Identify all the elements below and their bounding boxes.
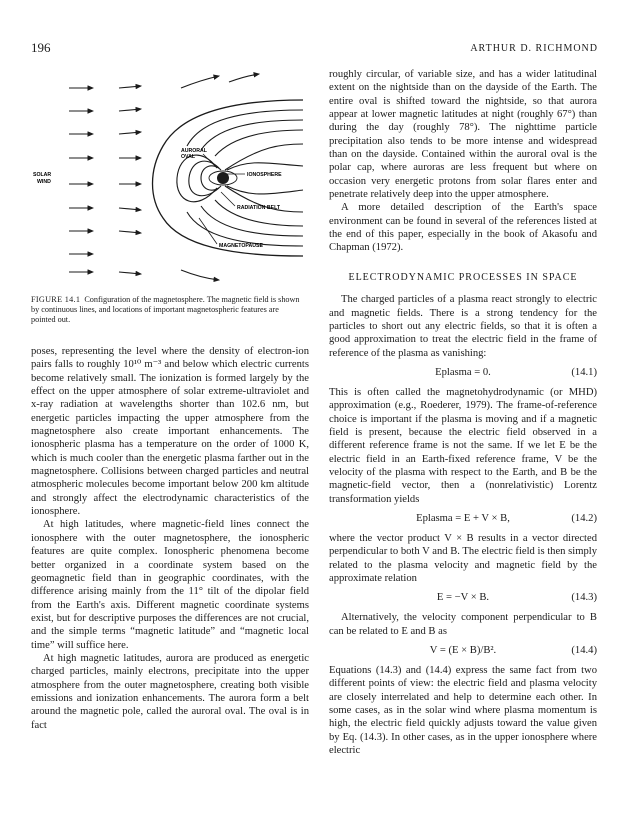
solar-wind-arrow [119,208,141,210]
section-heading: ELECTRODYNAMIC PROCESSES IN SPACE [348,271,578,283]
paragraph: Equations (14.3) and (14.4) express the same fact from two different points of view: the electric field and plasma velocity are closely interrelated and help to determine each other. In some cases, as in the solar wind where plasma momentum is high, the electric field quickly adjusts toward the value given by Eq. (14.3). In other cases, as in the upper ionosphere where electric [329,665,597,757]
equation-number: (14.3) [571,592,597,604]
solar-wind-arrow [119,109,141,111]
equation-body: Eplasma = 0. [435,366,491,378]
paragraph: The charged particles of a plasma react strongly to electric and magnetic fields. There is a strong tendency for the particles to short out any electric fields, so that it is often a good approximation to treat the electric field in the frame of reference of the plasma as vanishing: [329,294,597,359]
solar-wind-arrow [119,231,141,233]
equation-number: (14.2) [571,512,597,524]
paragraph: At high latitudes, where magnetic-field lines connect the ionosphere with the outer magnetosphere, the ionospheric features are quite complex. Ionospheric phenomena become better organized in a coordinate system based on the geomagnetic field than in geographic coordinates, with the difference arising mainly from the 11° tilt of the dipolar field from the Earth's axis. Different magnetic coordinate systems exist, but for descriptive purposes the differences are not crucial, and the simple terms “magnetic latitude” and “magnetic local time” will suffice here. [31,519,309,651]
paragraph: Alternatively, the velocity component perpendicular to B can be related to E and B as [329,612,597,637]
left-column [31,345,309,732]
equation-14-4 [329,644,597,658]
equation-number: (14.4) [571,645,597,657]
caption-text: Configuration of the magnetosphere. The magnetic field is shown by continuous lines, and locations of important magnetospheric features are pointed out. [31,295,300,325]
label-ionosphere: IONOSPHERE [247,172,282,178]
running-head-author: ARTHUR D. RICHMOND [470,43,598,54]
label-oval: OVAL [181,154,196,160]
equation-14-3 [329,591,597,605]
caption-label: FIGURE 14.1 [31,295,81,304]
paragraph: At high magnetic latitudes, aurora are produced as energetic charged particles, mainly electrons, precipitate into the upper atmosphere from the outer magnetosphere, creating both visible emissions and ionization enhancements. The aurora form a belt around the magnetic pole, called the auroral oval. The oval is in fact [31,652,309,731]
solar-wind-arrow [229,74,259,82]
magnetosphere-diagram [31,66,309,286]
label-radiation-belt: RADIATION BELT [237,205,281,211]
field-line [227,163,303,170]
figure-magnetosphere [31,66,309,291]
label-magnetopause: MAGNETOPAUSE [219,243,263,249]
right-column [329,68,597,757]
solar-wind-arrow [119,272,141,274]
paragraph: roughly circular, of variable size, and has a wider latitudinal extent on the nightside than on the dayside of the Earth. The entire oval is shifted toward the nightside, so that aurora appear at lower magnetic latitudes at night (roughly 67°) than during the day (roughly 78°). The nighttime particle precipitation also tends to be more intense and widespread than on the dayside. Contained within the auroral oval is the polar cap, where auroras are less frequent but where on occasion very energetic protons from solar flares enter and penetrate relatively deep into the upper atmosphere. [329,69,597,201]
equation-body: E = −V × B. [436,592,490,604]
solar-wind-arrow [119,86,141,88]
paragraph: This is often called the magnetohydrodynamic (or MHD) approximation (e.g., Roederer, 1979). The frame-of-reference choice is important if the plasma is moving and if a magnetic field is present, because the electric field observed in a different reference frame is not the same. If we let E be the electric field in an Earth-fixed reference frame, V be the velocity of the plasma with respect to the Earth, and B be the magnetic-field vector, then a (nonrelativistic) Lorentz transformation yields [329,386,597,505]
paragraph: A more detailed description of the Earth's space environment can be found in several of the references listed at the end of this paper, especially in the book of Akasofu and Chapman (1972). [329,202,597,254]
label-solar: SOLAR [33,172,52,178]
field-line [227,186,303,194]
label-wind: WIND [37,179,51,185]
solar-wind-arrow [119,132,141,134]
page-number: 196 [31,40,51,55]
solar-wind-arrow [181,270,219,280]
solar-wind-arrow [181,76,219,88]
paragraph: poses, representing the level where the density of electron-ion pairs falls to roughly 10¹⁰ m⁻³ and below which electric currents become relatively small. The ionization is formed largely by the effect on the upper atmosphere of solar extreme-ultraviolet and x-ray radiation at wavelengths shorter than 102.6 nm, but energetic particles impacting the upper atmosphere from the magnetosphere also create important enhancements. The ionospheric plasma has a temperature on the order of 1000 K, which is much cooler than the energetic plasma farther out in the magnetosphere. Collisions between charged particles and neutral atmospheric molecules become important below 200 km altitude and strongly affect the electrodynamic characteristics of the ionosphere. [31,346,309,518]
figure-caption [31,295,305,326]
equation-14-1 [329,366,597,380]
paragraph: where the vector product V × B results in a vector directed perpendicular to both V and B. The electric field is then simply related to the plasma velocity and magnetic field by the approximate relation [329,532,597,584]
equation-14-2 [329,512,597,526]
equation-body: V = (E × B)/B². [429,645,497,657]
earth [217,172,229,184]
field-line [187,110,303,146]
equation-number: (14.1) [571,366,597,378]
equation-body: Eplasma = E + V × B, [416,512,510,524]
label-auroral: AURORAL [181,148,207,154]
field-line [187,212,303,246]
